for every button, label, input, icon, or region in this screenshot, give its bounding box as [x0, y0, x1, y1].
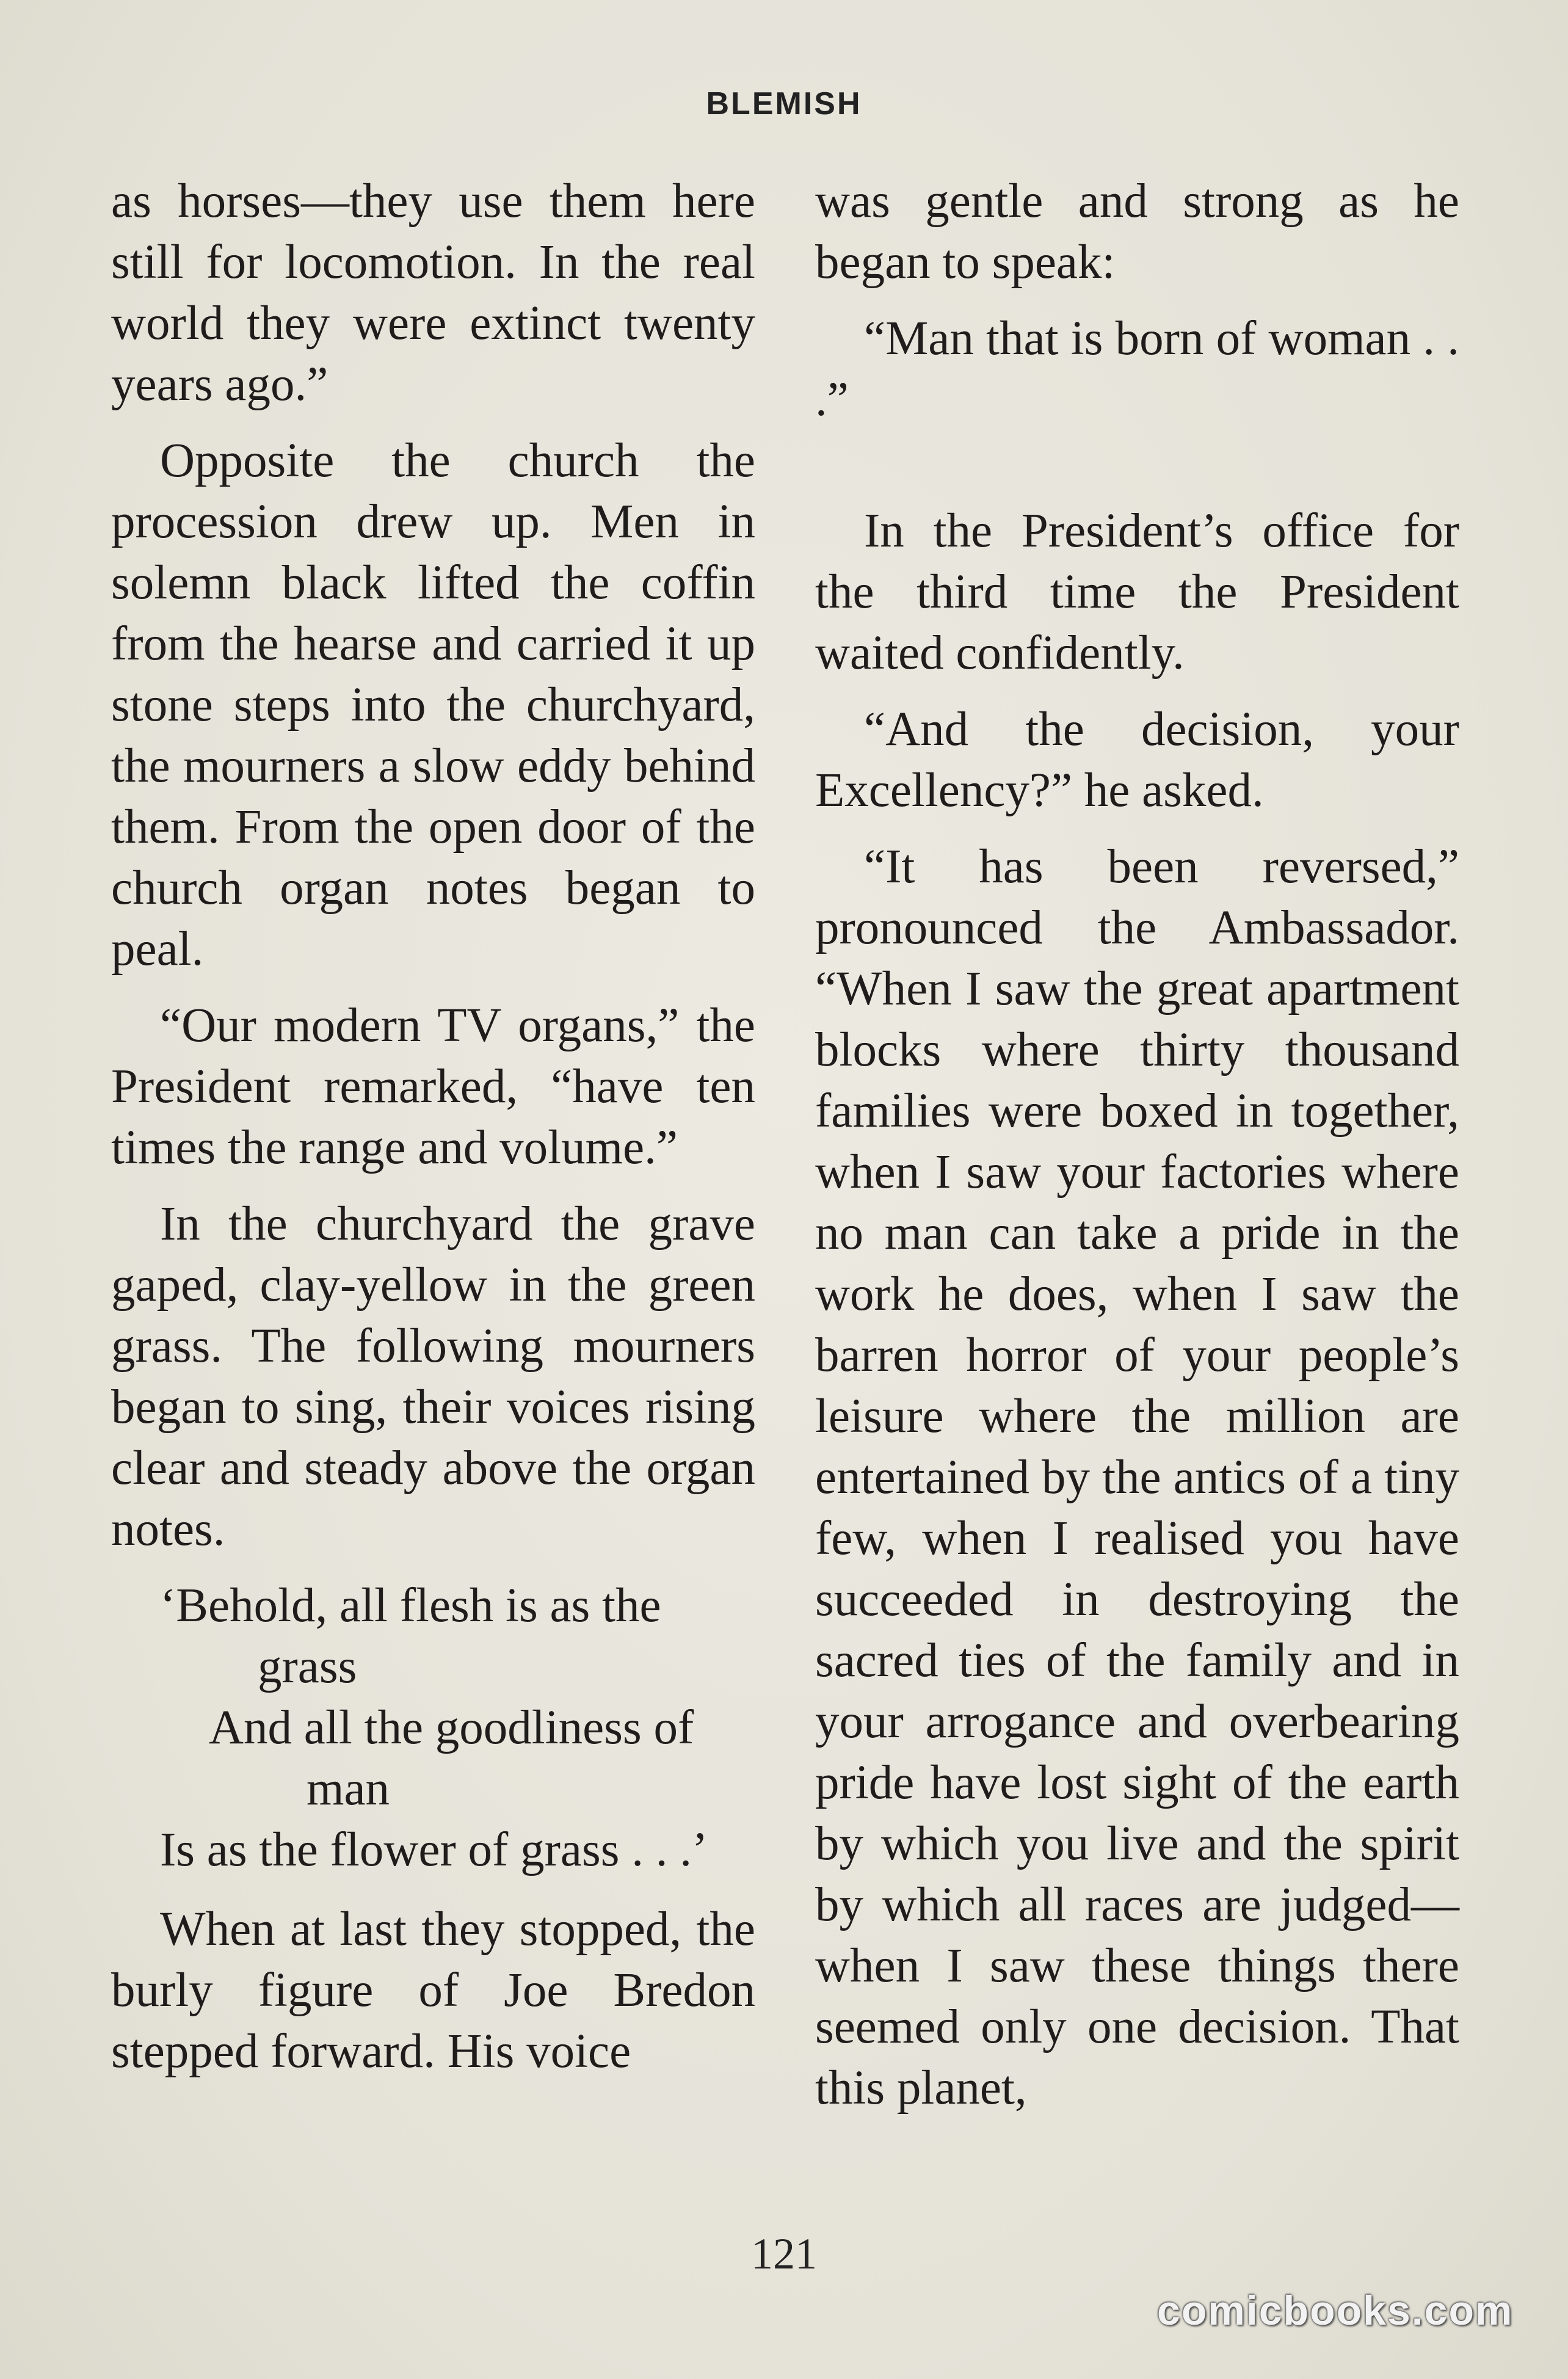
verse-line: And all the goodliness of	[209, 1701, 694, 1754]
paragraph: was gentle and strong as he began to speak:	[815, 175, 1459, 289]
left-column	[111, 171, 755, 2098]
verse-line-continuation: man	[307, 1762, 390, 1815]
paragraph: “Our modern TV organs,” the President remarked, “have ten times the range and volume.”	[111, 999, 755, 1174]
page-number: 121	[751, 2229, 817, 2278]
paragraph: In the churchyard the grave gaped, clay-yellow in the green grass. The following mourners began to sing, their voices rising clear and steady above the organ notes.	[111, 1197, 755, 1556]
site-watermark: comicbooks.com	[1157, 2287, 1514, 2334]
paragraph: “It has been reversed,” pronounced the Ambassador. “When I saw the great apartment blocks where thirty thousand families were boxed in together, when I saw your factories where no man can take a pride in the work he does, when I saw the barren horror of your people’s leisure where the million are entertained by the antics of a tiny few, when I realised you have succeeded in destroying the sacred ties of the family and in your arrogance and overbearing pride have lost sight of the earth by which you live and the spirit by which all races are judged—when I saw these things there seemed only one decision. That this planet,	[815, 840, 1459, 2115]
paragraph: “And the decision, your Excellency?” he asked.	[815, 703, 1459, 817]
verse-line: ‘Behold, all flesh is as the	[160, 1579, 661, 1632]
paragraph: When at last they stopped, the burly figure of Joe Bredon stepped forward. His voice	[111, 1903, 755, 2078]
section-break	[815, 446, 1459, 501]
paragraph: “Man that is born of woman . . .”	[815, 312, 1459, 426]
paragraph: as horses—they use them here still for locomotion. In the real world they were extinct twenty years ago.”	[111, 175, 755, 411]
paragraph: Opposite the church the procession drew up. Men in solemn black lifted the coffin from the hearse and carried it up stone steps into the churchyard, the mourners a slow eddy behind them. From the open door of the church organ notes began to peal.	[111, 434, 755, 976]
running-head: BLEMISH	[706, 86, 862, 122]
verse-line: Is as the flower of grass . . .’	[160, 1823, 708, 1876]
paragraph: In the President’s office for the third time the President waited confidently.	[815, 504, 1459, 680]
right-column	[815, 171, 1459, 2134]
hymn-verse	[111, 1575, 755, 1881]
verse-line-continuation: grass	[258, 1640, 357, 1693]
